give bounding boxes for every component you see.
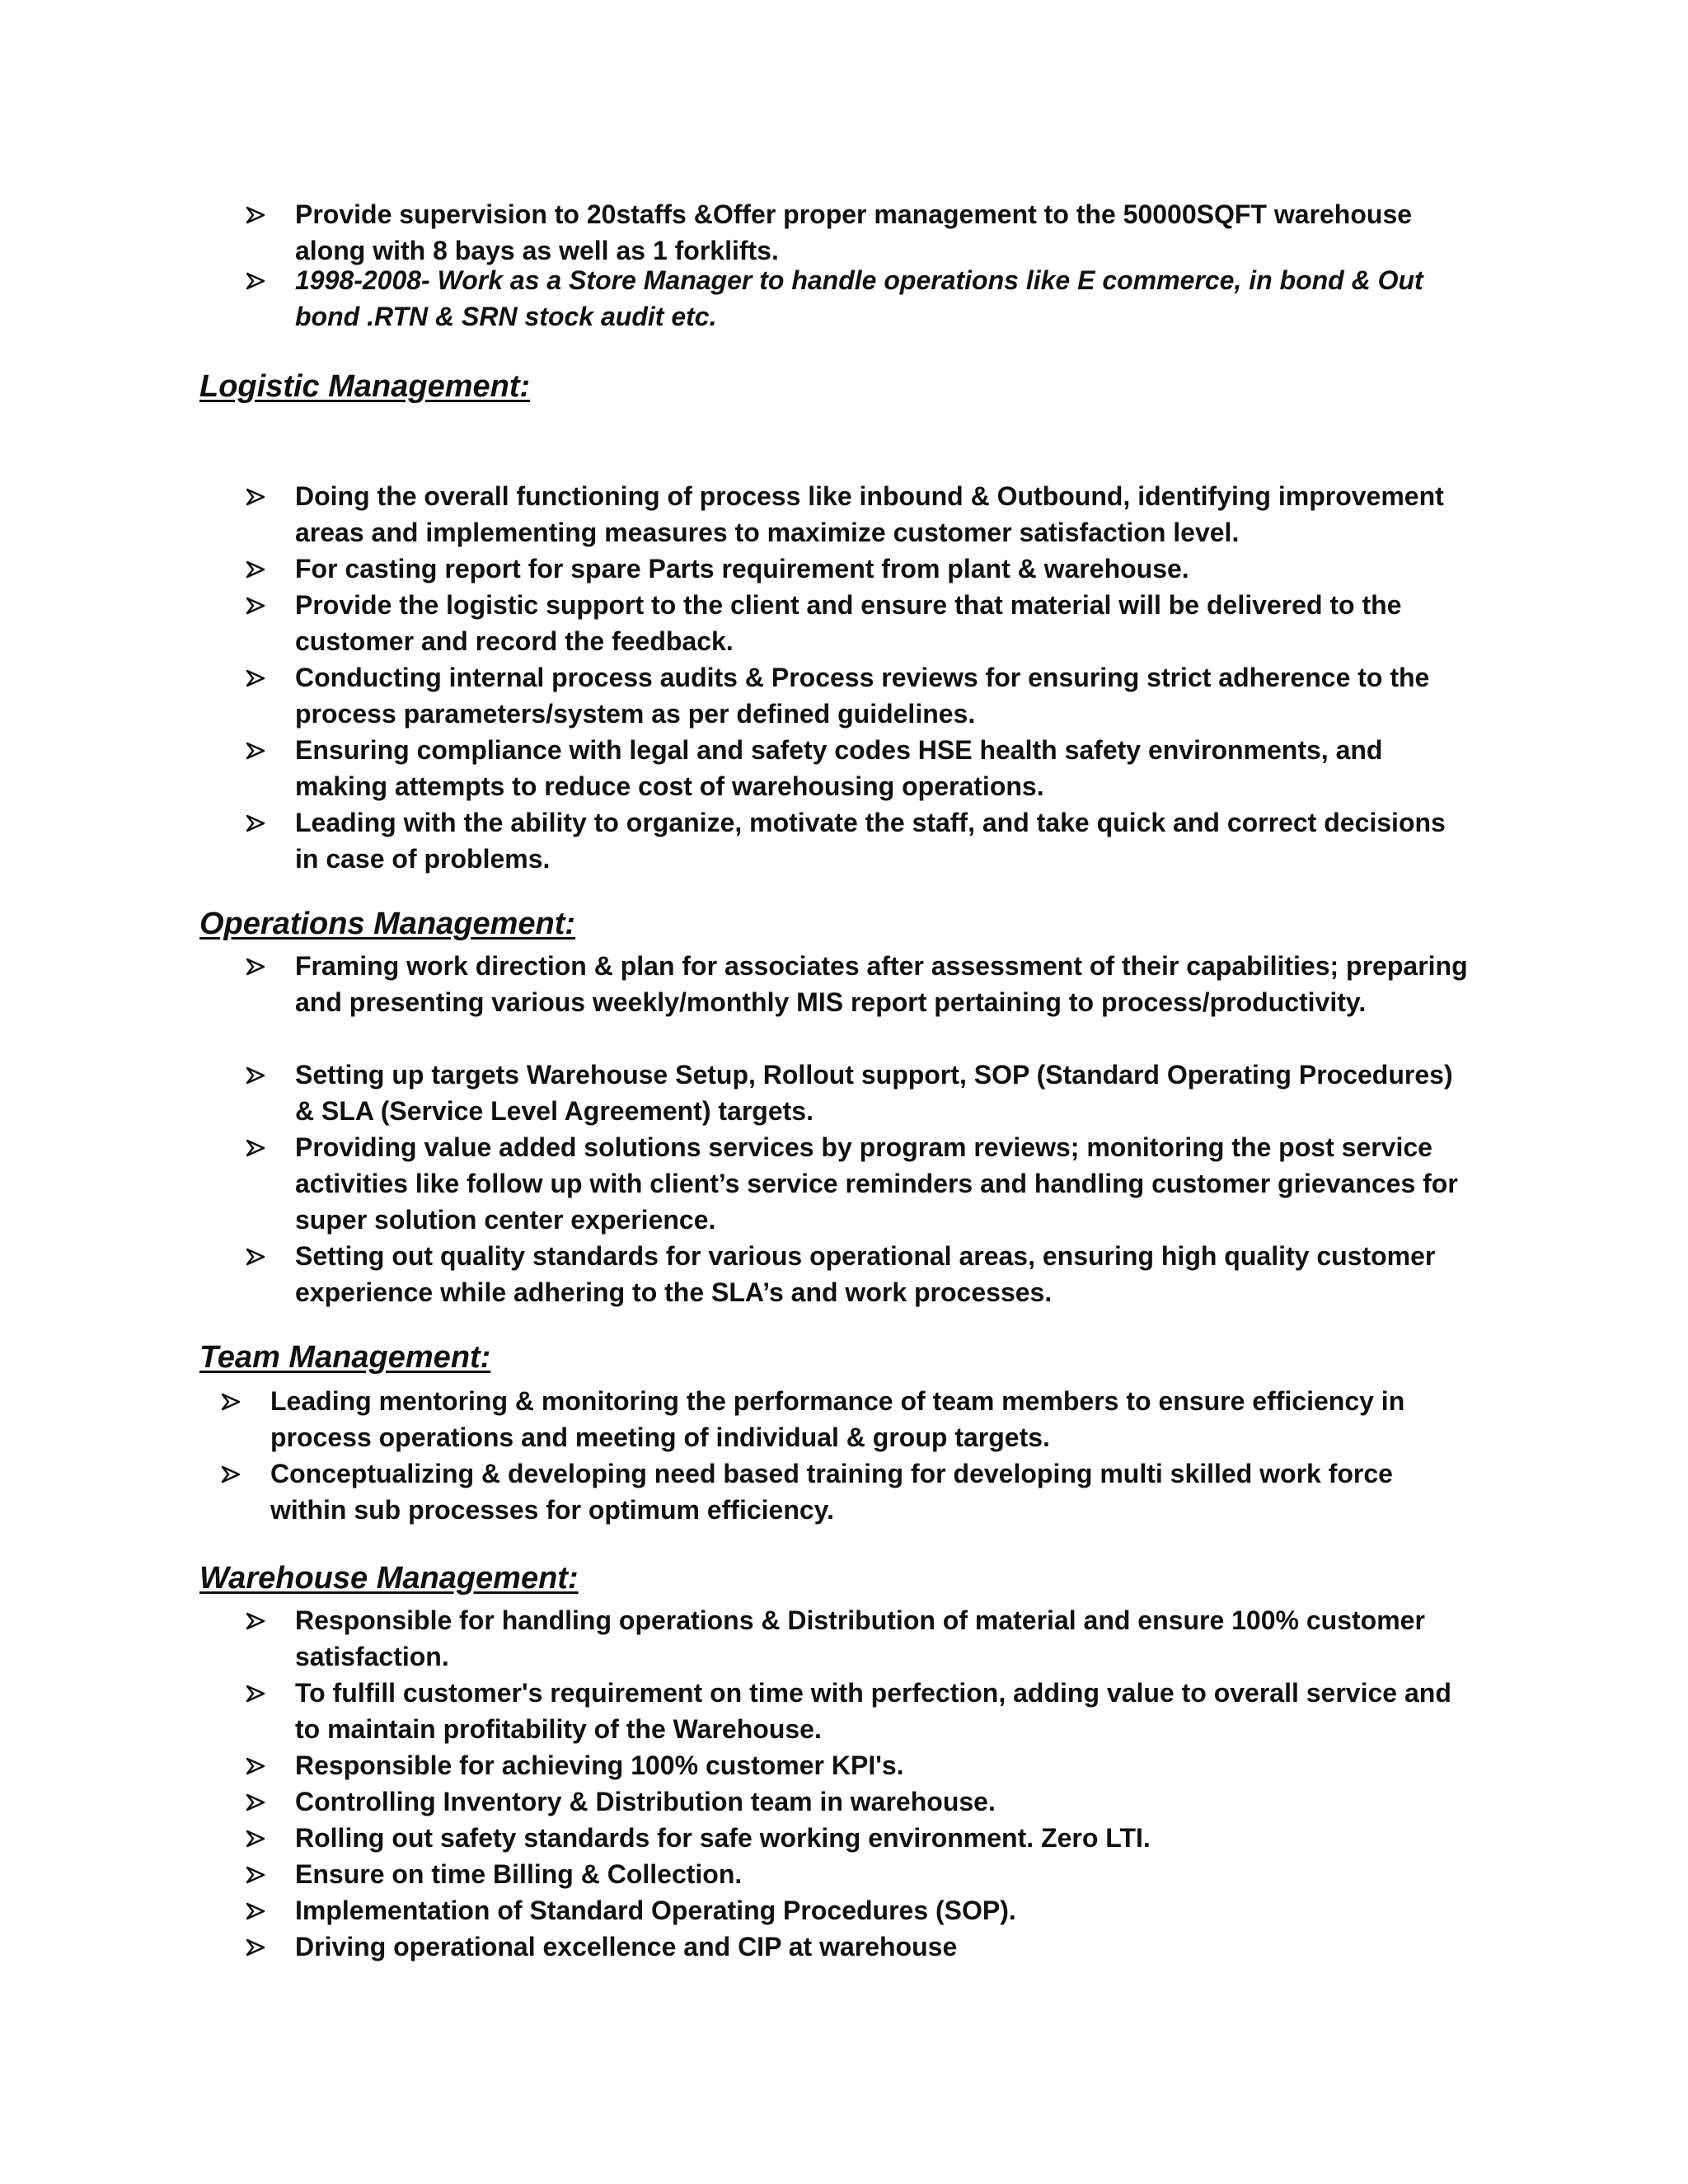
arrow-bullet-icon bbox=[246, 1892, 270, 1929]
list-item bbox=[246, 659, 1474, 732]
list-item bbox=[221, 1383, 1449, 1455]
arrow-bullet-icon bbox=[246, 551, 270, 587]
arrow-bullet-icon bbox=[246, 1820, 270, 1856]
arrow-bullet-icon bbox=[246, 1856, 270, 1892]
list-item-text: Driving operational excellence and CIP at warehouse bbox=[295, 1932, 958, 1961]
list-item-text: Responsible for handling operations & Distribution of material and ensure 100% customer satisfaction. bbox=[295, 1605, 1425, 1671]
list-item-text: Controlling Inventory & Distribution team in warehouse. bbox=[295, 1787, 996, 1816]
list-item-text: Ensure on time Billing & Collection. bbox=[295, 1859, 743, 1889]
list-item bbox=[246, 262, 1474, 335]
list-item bbox=[246, 551, 1474, 587]
list-item bbox=[246, 1929, 1474, 1965]
list-item-text: For casting report for spare Parts requirement from plant & warehouse. bbox=[295, 554, 1189, 583]
list-item-text: Provide the logistic support to the client and ensure that material will be delivered to the customer and record the feedback. bbox=[295, 590, 1402, 656]
list-item-text: To fulfill customer's requirement on time with perfection, adding value to overall service and to maintain profitability of the Warehouse. bbox=[295, 1678, 1451, 1744]
arrow-bullet-icon bbox=[221, 1455, 246, 1492]
list-item bbox=[246, 1783, 1474, 1820]
list-item bbox=[246, 587, 1474, 659]
list-item-text: Doing the overall functioning of process like inbound & Outbound, identifying improvement areas and implementing measures to maximize customer satisfaction level. bbox=[295, 481, 1444, 547]
list-item bbox=[246, 1129, 1474, 1238]
list-item bbox=[221, 1455, 1449, 1528]
list-item bbox=[246, 1856, 1474, 1892]
arrow-bullet-icon bbox=[246, 1929, 270, 1965]
list-item bbox=[246, 948, 1474, 1020]
list-item-text: Leading mentoring & monitoring the performance of team members to ensure efficiency in process operations and meeting of individual & group targets. bbox=[270, 1386, 1405, 1452]
arrow-bullet-icon bbox=[246, 1057, 270, 1093]
arrow-bullet-icon bbox=[246, 587, 270, 623]
list-item-text: Ensuring compliance with legal and safety codes HSE health safety environments, and making attempts to reduce cost of warehousing operations. bbox=[295, 735, 1383, 801]
list-item-text: Provide supervision to 20staffs &Offer proper management to the 50000SQFT warehouse along with 8 bays as well as 1 forklifts. bbox=[295, 199, 1413, 265]
arrow-bullet-icon bbox=[246, 804, 270, 841]
section-heading-warehouse: Warehouse Management: bbox=[199, 1561, 579, 1596]
list-item-text: 1998-2008- Work as a Store Manager to handle operations like E commerce, in bond & Out bond .RTN & SRN stock audit etc. bbox=[295, 265, 1423, 331]
list-item bbox=[246, 1747, 1474, 1783]
arrow-bullet-icon bbox=[246, 659, 270, 696]
arrow-bullet-icon bbox=[246, 732, 270, 768]
list-item bbox=[246, 478, 1474, 551]
arrow-bullet-icon bbox=[246, 1238, 270, 1274]
list-item bbox=[246, 804, 1474, 877]
arrow-bullet-icon bbox=[246, 948, 270, 984]
arrow-bullet-icon bbox=[221, 1383, 246, 1419]
section-heading-operations: Operations Management: bbox=[199, 907, 576, 941]
list-item bbox=[246, 1820, 1474, 1856]
list-item bbox=[246, 1675, 1474, 1747]
list-item-text: Rolling out safety standards for safe working environment. Zero LTI. bbox=[295, 1823, 1151, 1853]
list-item bbox=[246, 1238, 1474, 1310]
list-item-text: Leading with the ability to organize, motivate the staff, and take quick and correct decisions in case of problems. bbox=[295, 808, 1446, 874]
arrow-bullet-icon bbox=[246, 1747, 270, 1783]
list-item bbox=[246, 1602, 1474, 1675]
arrow-bullet-icon bbox=[246, 196, 270, 232]
list-item-text: Conceptualizing & developing need based training for developing multi skilled work force within sub processes for optimum efficiency. bbox=[270, 1459, 1393, 1525]
list-item bbox=[246, 732, 1474, 804]
arrow-bullet-icon bbox=[246, 1129, 270, 1165]
section-heading-logistic: Logistic Management: bbox=[199, 369, 531, 404]
list-item bbox=[246, 196, 1474, 269]
list-item-text: Setting up targets Warehouse Setup, Rollout support, SOP (Standard Operating Procedures) & SLA (Service Level Agreement) targets. bbox=[295, 1060, 1453, 1126]
list-item-text: Framing work direction & plan for associates after assessment of their capabilities; preparing and presenting various weekly/monthly MIS report pertaining to process/productivity. bbox=[295, 951, 1468, 1017]
list-item-text: Providing value added solutions services by program reviews; monitoring the post service activities like follow up with client’s service reminders and handling customer grievances for super solution center experience. bbox=[295, 1132, 1458, 1235]
arrow-bullet-icon bbox=[246, 1675, 270, 1711]
list-item-text: Conducting internal process audits & Process reviews for ensuring strict adherence to the process parameters/system as per defined guidelines. bbox=[295, 663, 1430, 729]
arrow-bullet-icon bbox=[246, 478, 270, 514]
list-item bbox=[246, 1057, 1474, 1129]
list-item-text: Setting out quality standards for various operational areas, ensuring high quality customer experience while adhering to the SLA’s and work processes. bbox=[295, 1241, 1436, 1307]
section-heading-team: Team Management: bbox=[199, 1340, 491, 1375]
list-item bbox=[246, 1892, 1474, 1929]
list-item-text: Responsible for achieving 100% customer KPI's. bbox=[295, 1750, 904, 1780]
arrow-bullet-icon bbox=[246, 262, 270, 298]
arrow-bullet-icon bbox=[246, 1602, 270, 1638]
arrow-bullet-icon bbox=[246, 1783, 270, 1820]
list-item-text: Implementation of Standard Operating Procedures (SOP). bbox=[295, 1896, 1016, 1925]
